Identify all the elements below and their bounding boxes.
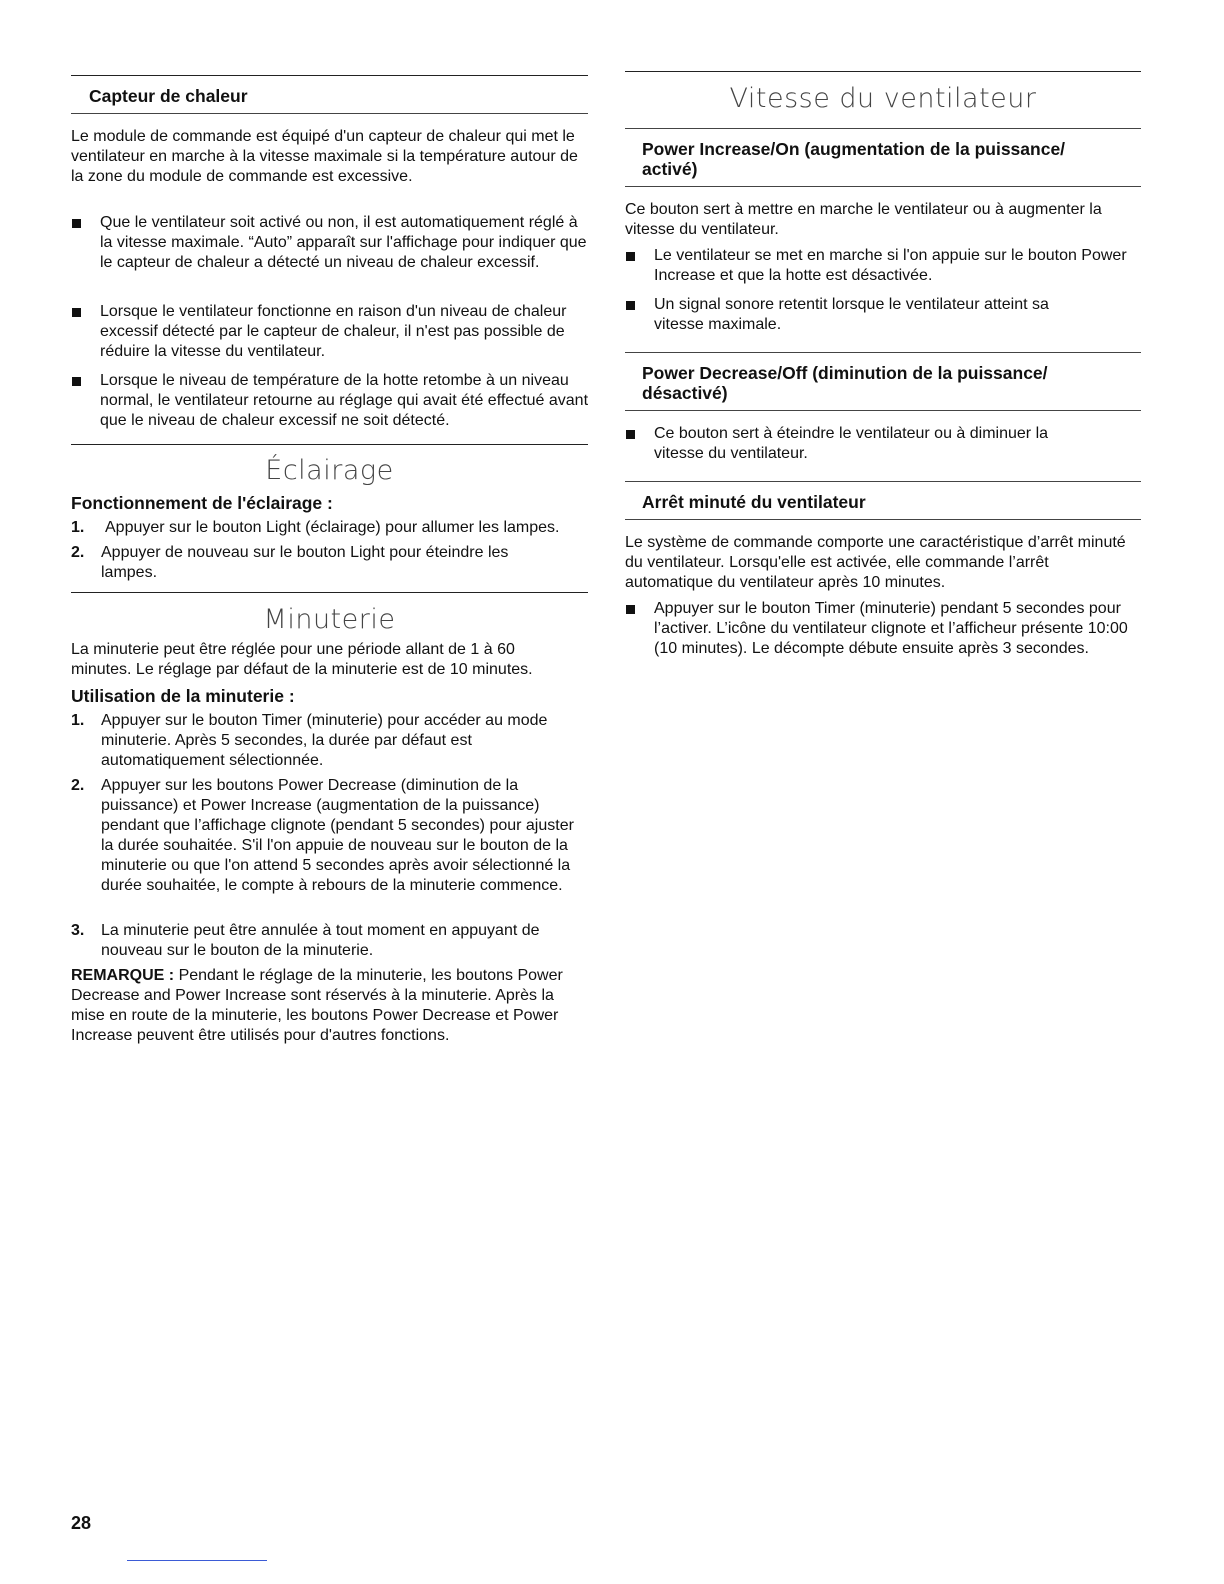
fan-speed-title: Vitesse du ventilateur	[729, 83, 1037, 114]
divider	[71, 113, 588, 114]
divider	[71, 75, 588, 76]
footer-line	[127, 1560, 267, 1561]
divider	[625, 410, 1141, 411]
divider	[625, 481, 1141, 482]
lighting-subtitle: Fonctionnement de l'éclairage :	[71, 493, 333, 513]
divider	[71, 444, 588, 445]
timer-title: Minuterie	[263, 604, 396, 635]
power-increase-intro: Ce bouton sert à mettre en marche le ventilateur ou à augmenter la vitesse du ventilateur.	[625, 201, 1102, 238]
divider	[625, 186, 1141, 187]
square-bullet-icon	[626, 605, 635, 614]
heat-sensor-title: Capteur de chaleur	[89, 86, 248, 106]
lighting-title: Éclairage	[265, 455, 394, 486]
divider	[625, 128, 1141, 129]
divider	[71, 592, 588, 593]
timed-stop-title: Arrêt minuté du ventilateur	[642, 492, 866, 512]
square-bullet-icon	[626, 252, 635, 261]
page-number: 28	[71, 1513, 92, 1533]
power-decrease-title: Power Decrease/Off (diminution de la puissance/ désactivé)	[642, 363, 1048, 403]
square-bullet-icon	[72, 377, 81, 386]
divider	[625, 71, 1141, 72]
timer-subtitle: Utilisation de la minuterie :	[71, 686, 295, 706]
timed-stop-intro: Le système de commande comporte une caractéristique d’arrêt minuté du ventilateur. Lorsqu'elle est activée, elle commande l’arrêt automatique du ventilateur après 10 minutes.	[625, 534, 1126, 591]
divider	[625, 519, 1141, 520]
timer-note: REMARQUE : Pendant le réglage de la minuterie, les boutons Power Decrease and Power Increase sont réservés à la minuterie. Après la mise en route de la minuterie, les boutons Power Decrease et Power Increase peuvent être utilisés pour d'autres fonctions.	[71, 967, 563, 1044]
square-bullet-icon	[72, 308, 81, 317]
heat-sensor-intro: Le module de commande est équipé d'un capteur de chaleur qui met le ventilateur en marche à la vitesse maximale si la température autour de la zone du module de commande est excessive.	[71, 128, 578, 185]
square-bullet-icon	[626, 301, 635, 310]
square-bullet-icon	[72, 219, 81, 228]
power-increase-title: Power Increase/On (augmentation de la puissance/ activé)	[642, 139, 1066, 179]
divider	[625, 352, 1141, 353]
square-bullet-icon	[626, 430, 635, 439]
timer-intro: La minuterie peut être réglée pour une période allant de 1 à 60 minutes. Le réglage par défaut de la minuterie est de 10 minutes.	[71, 641, 533, 678]
